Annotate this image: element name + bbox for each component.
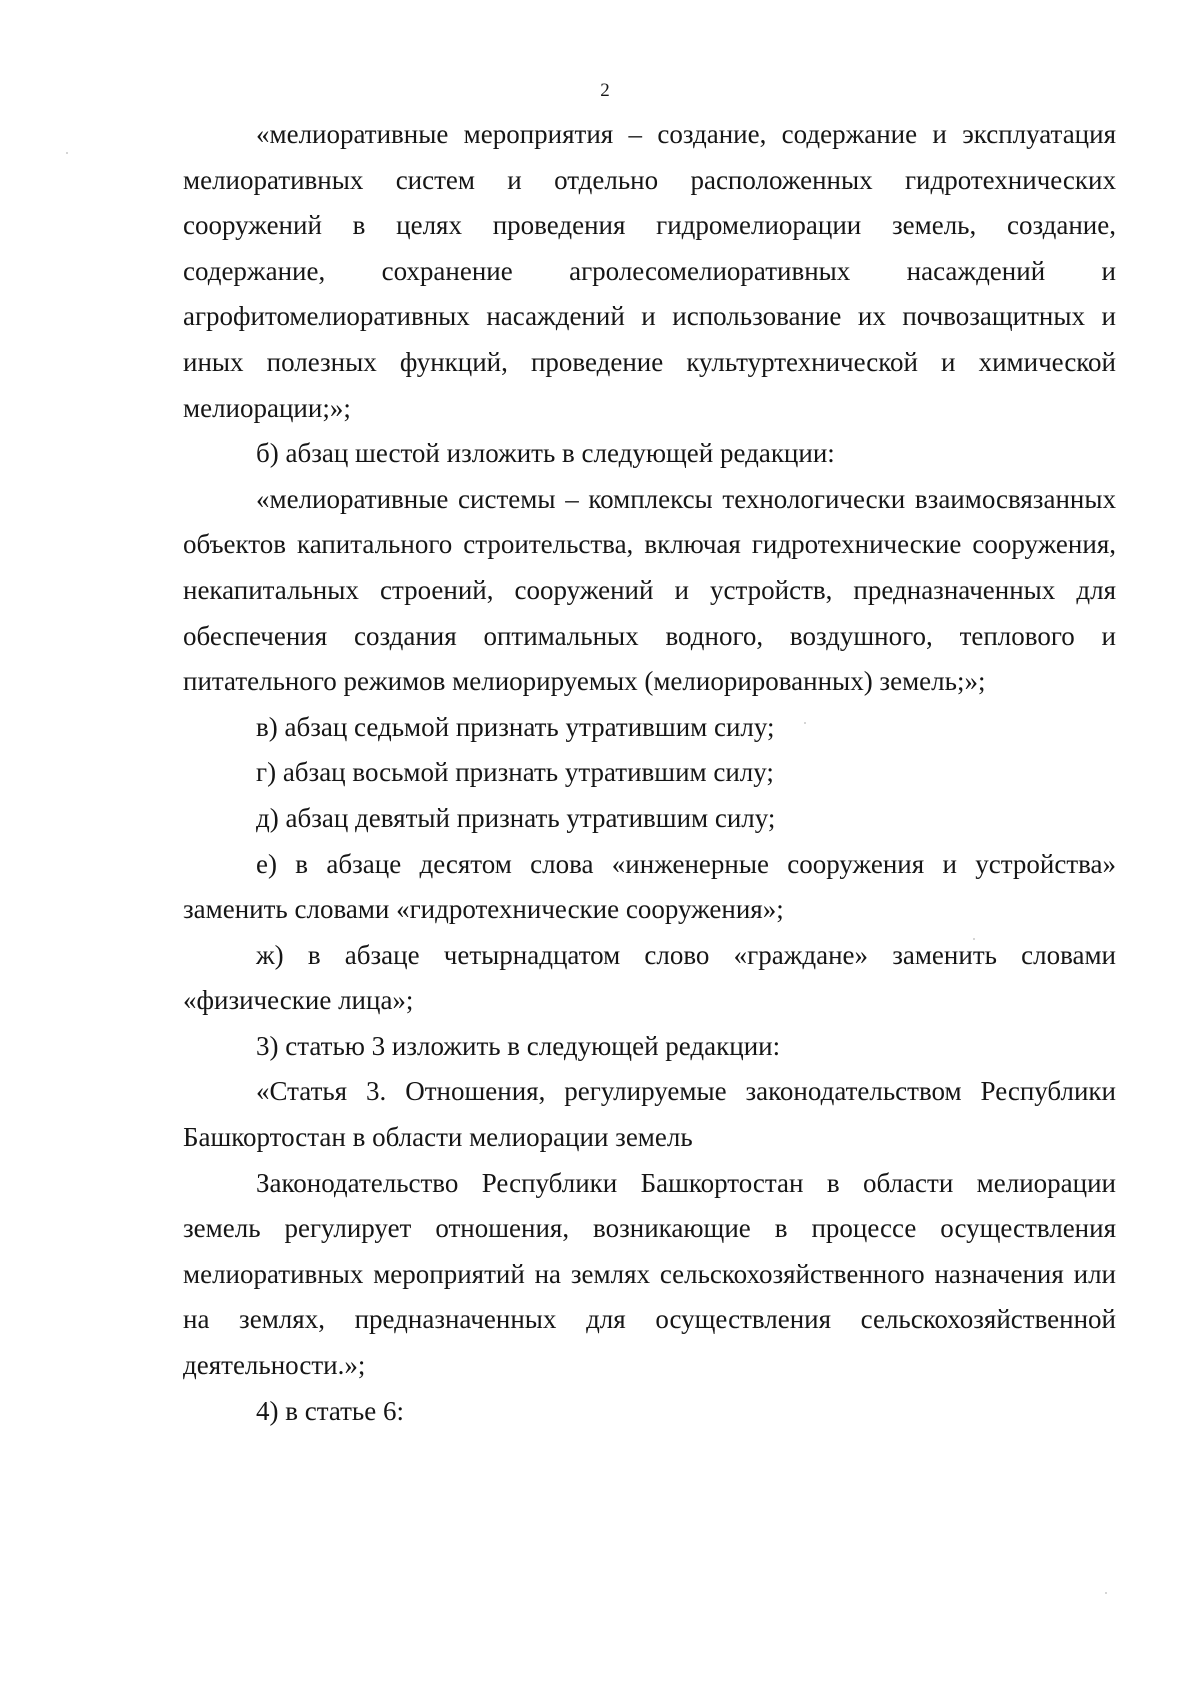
paragraph-item-b: б) абзац шестой изложить в следующей редакции:	[256, 438, 835, 469]
page-number: 2	[600, 80, 610, 101]
paragraph-item-4: 4) в статье 6:	[256, 1395, 404, 1426]
paragraph-item-g: г) абзац восьмой признать утратившим силу;	[256, 757, 774, 788]
paragraph-item-e: е) в абзаце десятом слова «инженерные сооружения и устройства» заменить словами «гидротехнические сооружения»;	[183, 848, 1116, 925]
paragraph-article-3-body: Законодательство Республики Башкортостан в области мелиорации земель регулирует отношения, возникающие в процессе осуществления мелиоративных мероприятий на землях сельскохозяйственного назначения или на землях, предназначенных для осуществления сельскохозяйственной деятельности.»;	[183, 1167, 1116, 1381]
scan-speck	[66, 152, 68, 154]
paragraph-article-3-title: «Статья 3. Отношения, регулируемые законодательством Республики Башкортостан в области мелиорации земель	[183, 1076, 1116, 1153]
paragraph-item-d: д) абзац девятый признать утратившим силу;	[256, 802, 776, 833]
scan-speck	[804, 722, 806, 724]
paragraph-reclamation-systems: «мелиоративные системы – комплексы технологически взаимосвязанных объектов капитального строительства, включая гидротехнические сооружения, некапитальных строений, сооружений и устройств, предназначенных для обеспечения создания оптимальных водного, воздушного, теплового и питательного режимов мелиорируемых (мелиорированных) земель;»;	[183, 483, 1116, 697]
paragraph-item-v: в) абзац седьмой признать утратившим силу;	[256, 711, 775, 742]
paragraph-land-reclamation-measures: «мелиоративные мероприятия – создание, содержание и эксплуатация мелиоративных систем и отдельно расположенных гидротехнических сооружений в целях проведения гидромелиорации земель, создание, содержание, сохранение агролесомелиоративных насаждений и агрофитомелиоративных насаждений и использование их почвозащитных и иных полезных функций, проведение культуртехнической и химической мелиорации;»;	[183, 119, 1116, 423]
scan-speck	[973, 938, 975, 940]
paragraph-item-zh: ж) в абзаце четырнадцатом слово «граждане» заменить словами «физические лица»;	[183, 939, 1116, 1016]
paragraph-item-3: 3) статью 3 изложить в следующей редакции:	[256, 1030, 781, 1061]
scan-speck	[1105, 1592, 1107, 1594]
document-body	[183, 112, 1116, 1434]
